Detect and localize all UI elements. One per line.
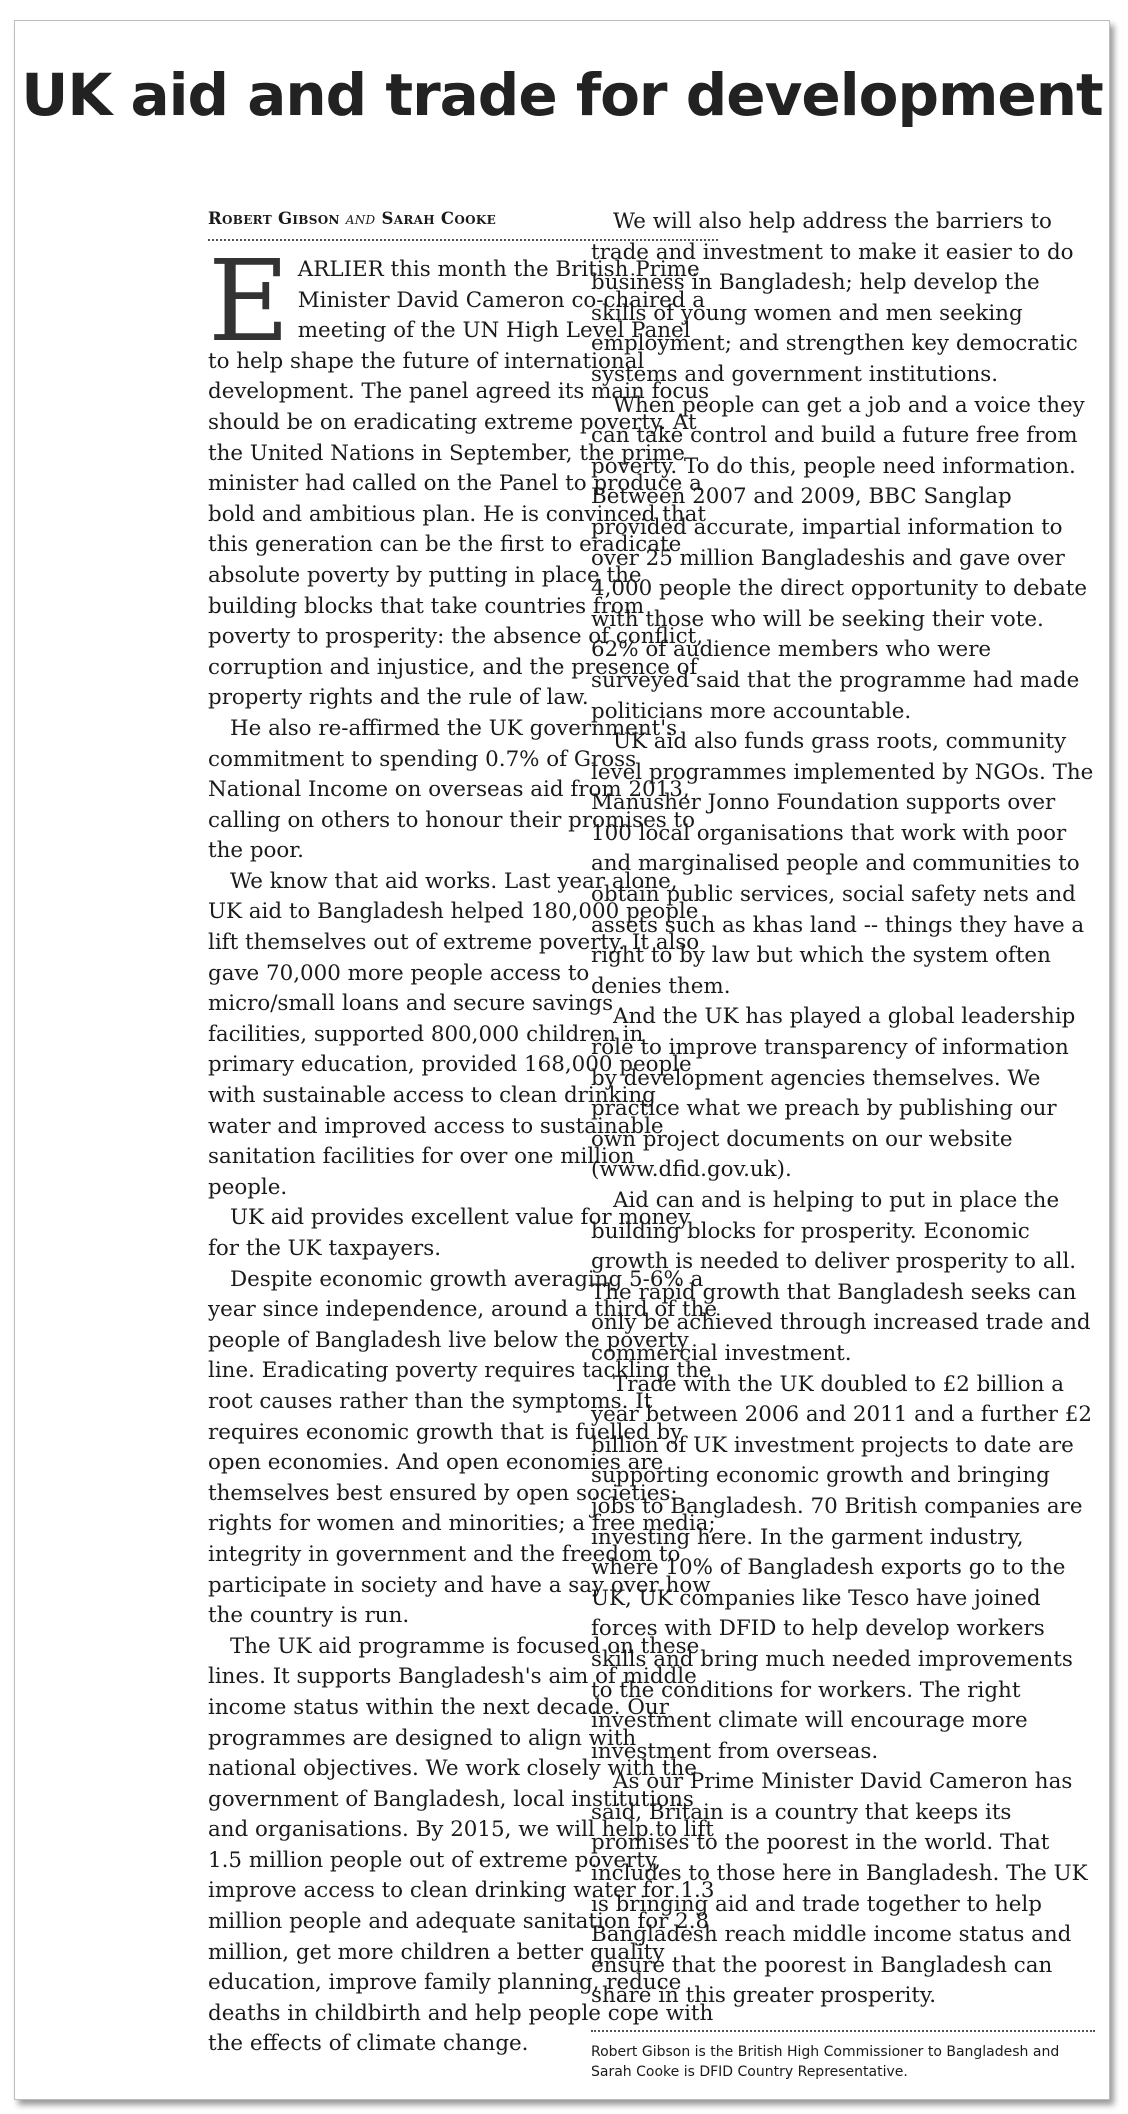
paragraph: Trade with the UK doubled to £2 billion a year between 2006 and 2011 and a further £2 billion of UK investment projects to date are supporting economic growth and bringing jobs to Bangladesh. 70 British companies are investing here. In the garment industry, where 10% of Bangladesh exports go to the UK, UK companies like Tesco have joined forces with DFID to help develop workers skills and bring much needed improvements to the conditions for workers. The right investment climate will encourage more investment from overseas. (591, 1371, 1092, 1764)
article-page (14, 20, 1110, 2100)
paragraph: The UK aid programme is focused on these lines. It supports Bangladesh's aim of middle income status within the next decade. Our programmes are designed to align with national objectives. We work closely with the government of Bangladesh, local institutions and organisations. By 2015, we will help to lift 1.5 million people out of extreme poverty, improve access to clean drinking water for 1.3 million people and adequate sanitation for 2.8 million, get more children a better quality education, improve family planning, reduce deaths in childbirth and help people cope with the effects of climate change. (208, 1633, 715, 2057)
byline-author-1: Robert Gibson (208, 209, 340, 228)
author-footnote: Robert Gibson is the British High Commissioner to Bangladesh and Sarah Cooke is DFID Country Representative. (591, 2030, 1095, 2082)
paragraph: UK aid also funds grass roots, community level programmes implemented by NGOs. The Manusher Jonno Foundation supports over 100 local organisations that work with poor and marginalised people and communities to obtain public services, social safety nets and assets such as khas land -- things they have a right to by law but which the system often denies them. (591, 729, 1094, 999)
byline-author-2: Sarah Cooke (381, 209, 497, 228)
paragraph: Despite economic growth averaging 5-6% a year since independence, around a third of the people of Bangladesh live below the poverty line. Eradicating poverty requires tackling the root causes rather than the symptoms. It requires economic growth that is fuelled by open economies. And open economies are themselves best ensured by open societies: rights for women and minorities; a free media; integrity in government and the freedom to participate in society and have a say over how the country is run. (208, 1266, 718, 1629)
drop-cap: E (208, 237, 290, 367)
byline-conjunction: and (345, 209, 376, 228)
paragraph: UK aid provides excellent value for money for the UK taxpayers. (208, 1205, 691, 1261)
article-column-2 (591, 207, 1095, 2082)
paragraph: As our Prime Minister David Cameron has said, Britain is a country that keeps its promises to the poorest in the world. That includes to those here in Bangladesh. The UK is bringing aid and trade together to help Bangladesh reach middle income status and ensure that the poorest in Bangladesh can share in this greater prosperity. (591, 1769, 1088, 2009)
paragraph: He also re-affirmed the UK government's commitment to spending 0.7% of Gross National Income on overseas aid from 2013, calling on others to honour their promises to the poor. (208, 715, 695, 864)
paragraph: Aid can and is helping to put in place the building blocks for prosperity. Economic growth is needed to deliver prosperity to all. The rapid growth that Bangladesh seeks can only be achieved through increased trade and commercial investment. (591, 1188, 1091, 1366)
headline: UK aid and trade for development (21, 61, 1103, 129)
paragraph: We will also help address the barriers to trade and investment to make it easier to do business in Bangladesh; help develop the skills of young women and men seeking employment; and strengthen key democratic systems and government institutions. (591, 209, 1078, 387)
paragraph: And the UK has played a global leadership role to improve transparency of information by development agencies themselves. We practice what we preach by publishing our own project documents on our website (www.dfid.gov.uk). (591, 1004, 1076, 1183)
paragraph: When people can get a job and a voice they can take control and build a future free from poverty. To do this, people need information. Between 2007 and 2009, BBC Sanglap provided accurate, impartial information to over 25 million Bangladeshis and gave over 4,000 people the direct opportunity to debate with those who will be seeking their vote. 62% of audience members who were surveyed said that the programme had made politicians more accountable. (591, 392, 1088, 724)
lead-paragraph-text: ARLIER this month the British Prime Minister David Cameron co-chaired a meeting of the UN High Level Panel to help shape the future of international development. The panel agreed its main focus should be on eradicating extreme poverty. At the United Nations in September, the prime minister had called on the Panel to produce a bold and ambitious plan. He is convinced that this generation can be the first to eradicate absolute poverty by putting in place the building blocks that take countries from poverty to prosperity: the absence of conflict, corruption and injustice, and the presence of property rights and the rule of law. (208, 257, 710, 711)
paragraph: We know that aid works. Last year alone, UK aid to Bangladesh helped 180,000 people lift themselves out of extreme poverty. It also gave 70,000 more people access to micro/small loans and secure savings facilities, supported 800,000 children in primary education, provided 168,000 people with sustainable access to clean drinking water and improved access to sustainable sanitation facilities for over one million people. (208, 868, 700, 1200)
